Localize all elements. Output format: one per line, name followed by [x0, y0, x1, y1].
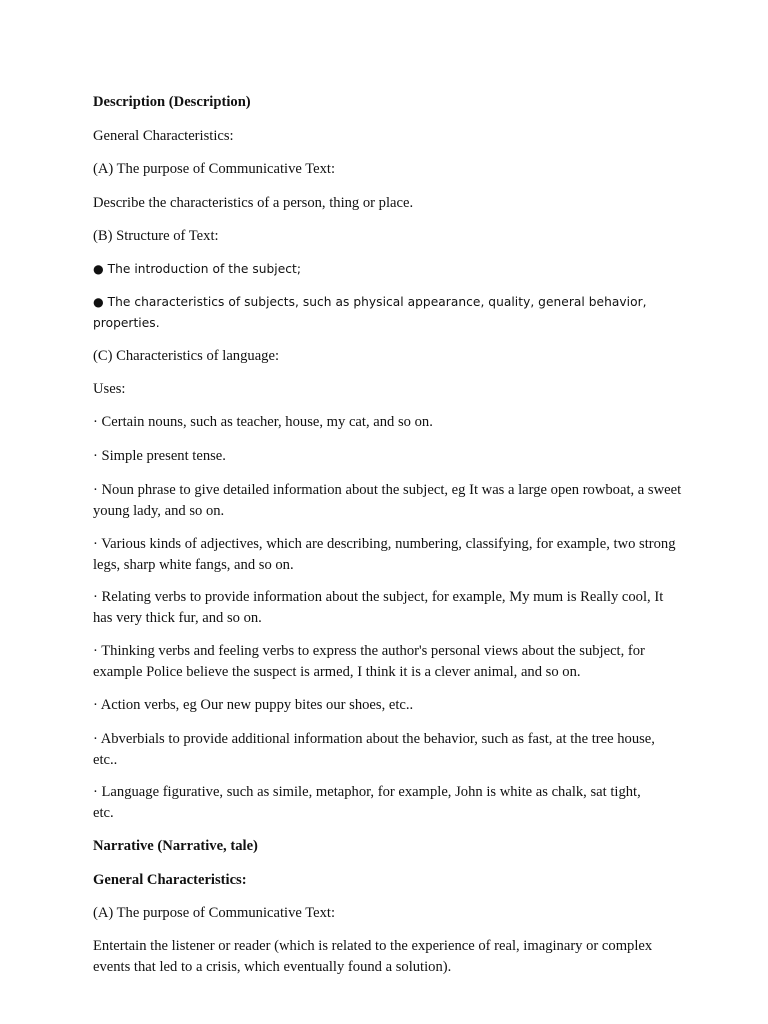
uses-list-item: · Simple present tense.	[93, 448, 226, 464]
narrative-purpose-heading: (A) The purpose of Communicative Text:	[93, 905, 336, 921]
uses-list-item: · Certain nouns, such as teacher, house, my cat, and so on.	[93, 414, 433, 430]
uses-list-item: · Thinking verbs and feeling verbs to express the author's personal views about the subject, for example Police believe the suspect is armed, I think it is a clever animal, and so on.	[93, 643, 645, 680]
uses-list-item: · Abverbials to provide additional information about the behavior, such as fast, at the tree house, etc..	[93, 731, 655, 768]
description-general-characteristics: General Characteristics:	[93, 128, 234, 144]
description-heading: Description (Description)	[93, 94, 251, 110]
uses-list-item: · Relating verbs to provide information about the subject, for example, My mum is Really cool, It has very thick fur, and so on.	[93, 589, 664, 626]
narrative-purpose-text: Entertain the listener or reader (which is related to the experience of real, imaginary or complex events that led to a crisis, which eventually found a solution).	[93, 938, 653, 975]
uses-list-item: · Various kinds of adjectives, which are describing, numbering, classifying, for example, two strong legs, sharp white fangs, and so on.	[93, 536, 676, 573]
uses-list-item: · Noun phrase to give detailed information about the subject, eg It was a large open rowboat, a sweet young lady, and so on.	[93, 482, 682, 519]
description-purpose-heading: (A) The purpose of Communicative Text:	[93, 161, 336, 177]
narrative-heading: Narrative (Narrative, tale)	[93, 838, 258, 854]
structure-bullet: ● The characteristics of subjects, such as physical appearance, quality, general behavior, properties.	[93, 295, 647, 330]
structure-bullet: ● The introduction of the subject;	[93, 262, 301, 276]
description-language-heading: (C) Characteristics of language:	[93, 348, 279, 364]
narrative-general-characteristics: General Characteristics:	[93, 872, 247, 888]
description-structure-heading: (B) Structure of Text:	[93, 228, 219, 244]
description-uses-label: Uses:	[93, 381, 126, 397]
uses-list-item: · Language figurative, such as simile, metaphor, for example, John is white as chalk, sat tight, etc.	[93, 784, 641, 821]
description-purpose-text: Describe the characteristics of a person, thing or place.	[93, 195, 414, 211]
uses-list-item: · Action verbs, eg Our new puppy bites our shoes, etc..	[93, 697, 414, 713]
